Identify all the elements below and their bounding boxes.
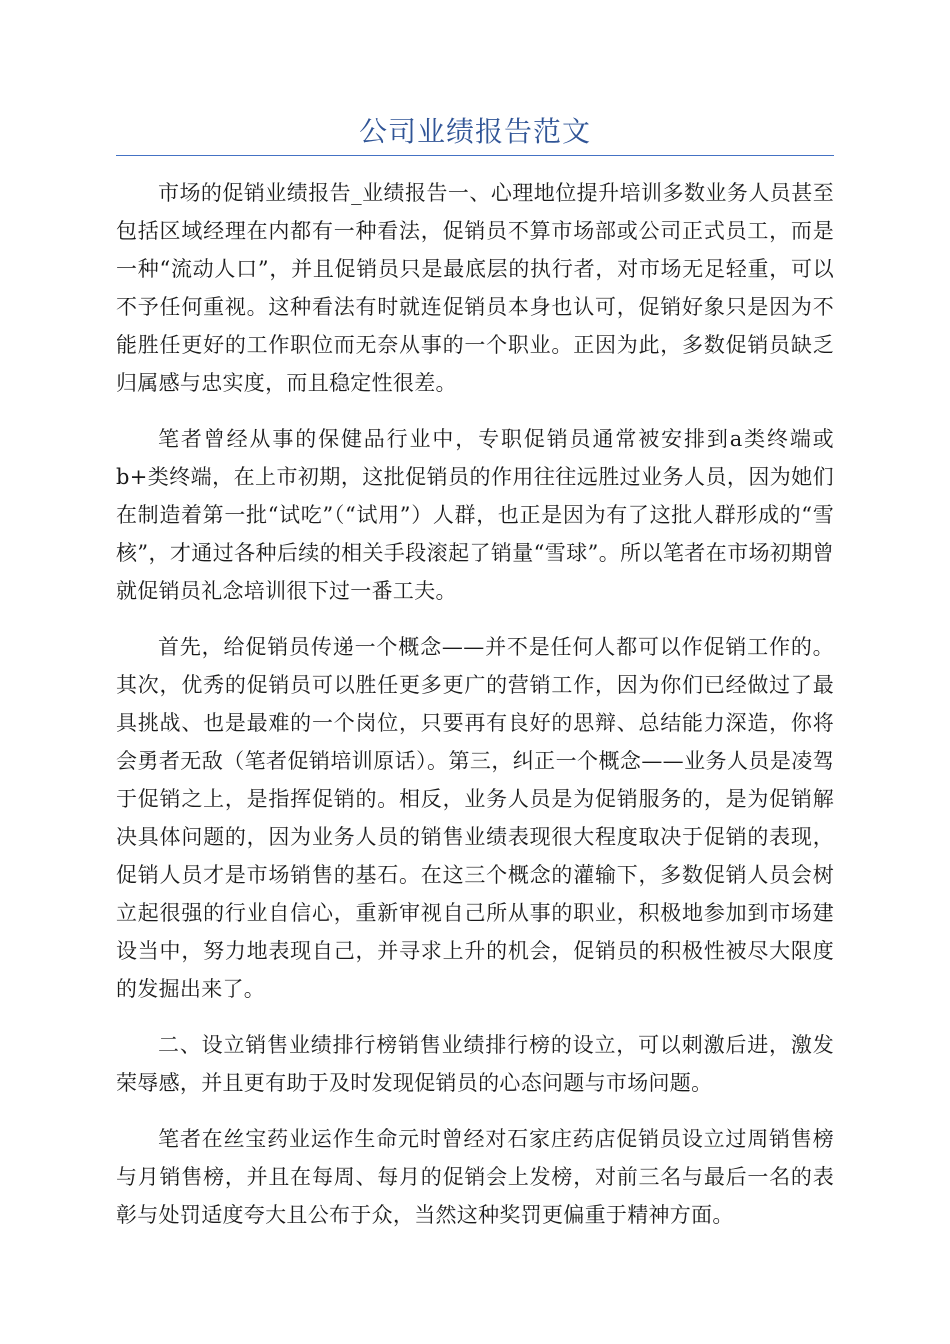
- document-body: [116, 174, 834, 1252]
- paragraph-5: 笔者在丝宝药业运作生命元时曾经对石家庄药店促销员设立过周销售榜与月销售榜，并且在每周、每月的促销会上发榜，对前三名与最后一名的表彰与处罚适度夸大且公布于众，当然这种奖罚更偏重于精神方面。: [116, 1127, 834, 1227]
- paragraph-3: 首先，给促销员传递一个概念——并不是任何人都可以作促销工作的。其次，优秀的促销员可以胜任更多更广的营销工作，因为你们已经做过了最具挑战、也是最难的一个岗位，只要再有良好的思辩、总结能力深造，你将会勇者无敌（笔者促销培训原话）。第三，纠正一个概念——业务人员是凌驾于促销之上，是指挥促销的。相反，业务人员是为促销服务的，是为促销解决具体问题的，因为业务人员的销售业绩表现很大程度取决于促销的表现，促销人员才是市场销售的基石。在这三个概念的灌输下，多数促销人员会树立起很强的行业自信心，重新审视自己所从事的职业，积极地参加到市场建设当中，努力地表现自己，并寻求上升的机会，促销员的积极性被尽大限度的发掘出来了。: [116, 635, 834, 1001]
- title-underline: [116, 155, 834, 156]
- paragraph-4: 二、设立销售业绩排行榜销售业绩排行榜的设立，可以刺激后进，激发荣辱感，并且更有助于及时发现促销员的心态问题与市场问题。: [116, 1033, 834, 1095]
- paragraph-2: 笔者曾经从事的保健品行业中，专职促销员通常被安排到a类终端或b+类终端，在上市初期，这批促销员的作用往往远胜过业务人员，因为她们在制造着第一批“试吃”（“试用”）人群，也正是因为有了这批人群形成的“雪核”，才通过各种后续的相关手段滚起了销量“雪球”。所以笔者在市场初期曾就促销员礼念培训很下过一番工夫。: [116, 427, 834, 603]
- document-title: 公司业绩报告范文: [358, 115, 591, 148]
- paragraph-1: 市场的促销业绩报告_业绩报告一、心理地位提升培训多数业务人员甚至包括区域经理在内都有一种看法，促销员不算市场部或公司正式员工，而是一种“流动人口”，并且促销员只是最底层的执行者，对市场无足轻重，可以不予任何重视。这种看法有时就连促销员本身也认可，促销好象只是因为不能胜任更好的工作职位而无奈从事的一个职业。正因为此，多数促销员缺乏归属感与忠实度，而且稳定性很差。: [116, 181, 834, 395]
